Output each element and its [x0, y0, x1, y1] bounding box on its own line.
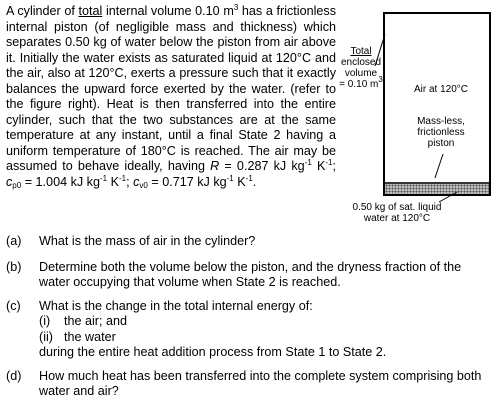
intro-text: ;: [126, 174, 134, 189]
air-label: Air at 120°C: [413, 84, 469, 95]
superscript: 3: [233, 3, 239, 12]
intro-text: .: [252, 174, 257, 189]
intro-text: K: [107, 174, 119, 189]
water-label-line: water at 120°C: [363, 213, 431, 224]
intro-text: = 1.004 kJ kg: [21, 174, 100, 189]
superscript: 3: [378, 75, 383, 84]
intro-text: ;: [332, 159, 337, 173]
piston-label-line: frictionless: [417, 127, 465, 138]
superscript: -1: [304, 158, 312, 167]
sub-question-text: the water: [64, 329, 116, 344]
superscript: -1: [325, 158, 333, 167]
total-volume-label: [335, 46, 387, 90]
question-a: [6, 234, 492, 250]
symbol-cv: c: [133, 174, 140, 189]
question-label: (b): [6, 259, 22, 274]
subscript: v0: [139, 180, 148, 190]
water-label: [335, 202, 459, 224]
subscript: p0: [12, 180, 22, 190]
intro-text: = 0.287 kJ kg: [219, 159, 305, 173]
question-label: (a): [6, 234, 22, 248]
intro-text: K: [233, 174, 246, 189]
sub-question-ii: [39, 330, 492, 346]
symbol-r: R: [210, 159, 220, 173]
intro-text: K: [311, 159, 326, 173]
question-label: (c): [6, 298, 21, 313]
question-text: Determine both the volume below the piston, and the dryness fraction of the water occupying that volume when State 2 is reached.: [39, 259, 462, 289]
sub-question-text: the air; and: [64, 314, 128, 328]
total-volume-label-line: Total: [350, 46, 372, 57]
question-list: [6, 234, 492, 400]
question-b: [6, 260, 492, 291]
question-label: (d): [6, 368, 22, 383]
intro-text: A cylinder of: [6, 4, 79, 18]
piston-leader: [435, 154, 443, 178]
total-volume-label-line: enclosed: [340, 57, 382, 68]
water-label-line: 0.50 kg of sat. liquid: [352, 202, 442, 213]
intro-text: has a frictionless internal piston (of negligible mass and thickness) which separates 0.50 kg of water below the piston from air above it. Initially the water exists as saturated liquid at 120°C and the air, also at 120°C, exerts a pressure such that it exactly balances the upward force exerted by the water. (refer to the figure right). Heat is then transferred into the entire cylinder, such that the two substances are at the same temperature at any instant, until a final State 2 having a uniform temperature of 180°C is reached. The air may be assumed to behave ideally, having: [6, 4, 336, 173]
question-text: What is the change in the total internal energy of:: [39, 298, 313, 313]
question-text: during the entire heat addition process from State 1 to State 2.: [39, 345, 387, 359]
question-c: [6, 299, 492, 361]
superscript: -1: [245, 173, 253, 183]
total-volume-label-line: [335, 75, 387, 90]
superscript: -1: [99, 173, 108, 183]
water-leader: [439, 192, 457, 202]
problem-paragraph: [6, 4, 336, 190]
piston-label: [401, 116, 481, 149]
intro-text: = 0.717 kJ kg: [147, 174, 227, 189]
question-text: How much heat has been transferred into the complete system comprising both water and air?: [39, 368, 482, 398]
intro-text: internal volume 0.10 m: [102, 4, 234, 18]
superscript: -1: [226, 173, 234, 183]
symbol-cp: c: [6, 174, 13, 189]
question-text: What is the mass of air in the cylinder?: [39, 234, 256, 248]
intro-underlined-total: total: [78, 4, 103, 18]
piston-label-line: piston: [427, 138, 455, 149]
piston-label-line: Mass-less,: [417, 116, 465, 127]
cylinder-figure: [332, 6, 499, 234]
problem-statement: [6, 4, 336, 190]
total-volume-label-line: volume: [344, 68, 378, 79]
question-d: [6, 369, 492, 400]
total-volume-value: = 0.10 m: [339, 79, 379, 90]
sub-question-label: (i): [39, 314, 51, 328]
superscript: -1: [119, 173, 127, 183]
sub-question-i: [39, 314, 492, 330]
sub-question-label: (ii): [39, 329, 53, 344]
